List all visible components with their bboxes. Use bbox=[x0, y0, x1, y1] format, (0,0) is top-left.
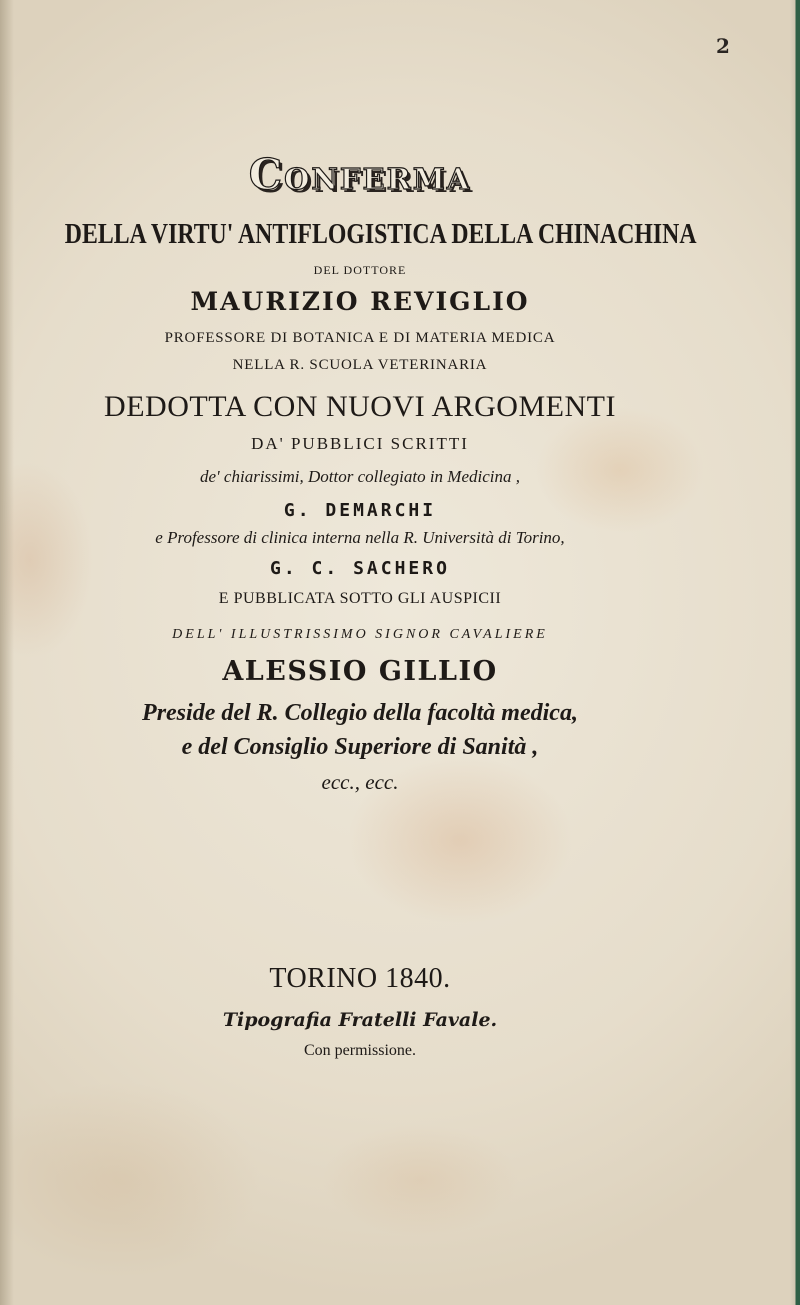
chiarissimi-line: de' chiarissimi, Dottor collegiato in Medicina , bbox=[200, 467, 520, 486]
demarchi-name: G. DEMARCHI bbox=[283, 500, 437, 521]
author-name: MAURIZIO REVIGLIO bbox=[190, 287, 530, 316]
consiglio-line: e del Consiglio Superiore di Sanità , bbox=[181, 734, 539, 760]
imprint-printer: Tipografia Fratelli Favale. bbox=[222, 1009, 498, 1031]
page-number: 2 bbox=[716, 34, 730, 58]
imprint-permission: Con permissione. bbox=[304, 1042, 416, 1059]
preside-line: Preside del R. Collegio della facoltà medica, bbox=[142, 700, 578, 726]
imprint-city-year: TORINO 1840. bbox=[269, 963, 451, 994]
sachero-name: G. C. SACHERO bbox=[270, 558, 450, 579]
dedotta-line: DEDOTTA CON NUOVI ARGOMENTI bbox=[104, 390, 616, 423]
da-pubblici-line: DA' PUBBLICI SCRITTI bbox=[251, 434, 469, 453]
patron-name: ALESSIO GILLIO bbox=[222, 656, 498, 687]
author-role-2: NELLA R. SCUOLA VETERINARIA bbox=[232, 357, 488, 373]
professore-clinica-line: e Professore di clinica interna nella R. Università di Torino, bbox=[155, 528, 565, 547]
pubblicata-line: E PUBBLICATA SOTTO GLI AUSPICII bbox=[218, 590, 502, 607]
book-title: Conferma bbox=[248, 150, 472, 199]
book-subtitle: DELLA VIRTU' ANTIFLOGISTICA DELLA CHINACHINA bbox=[64, 218, 697, 250]
page-right-edge bbox=[790, 0, 800, 1305]
dell-illustrissimo-line: DELL' ILLUSTRISSIMO SIGNOR CAVALIERE bbox=[172, 627, 548, 642]
author-role-1: PROFESSORE DI BOTANICA E DI MATERIA MEDICA bbox=[164, 330, 556, 346]
ecc-line: ecc., ecc. bbox=[321, 770, 399, 794]
del-dottore-label: DEL DOTTORE bbox=[313, 263, 407, 277]
